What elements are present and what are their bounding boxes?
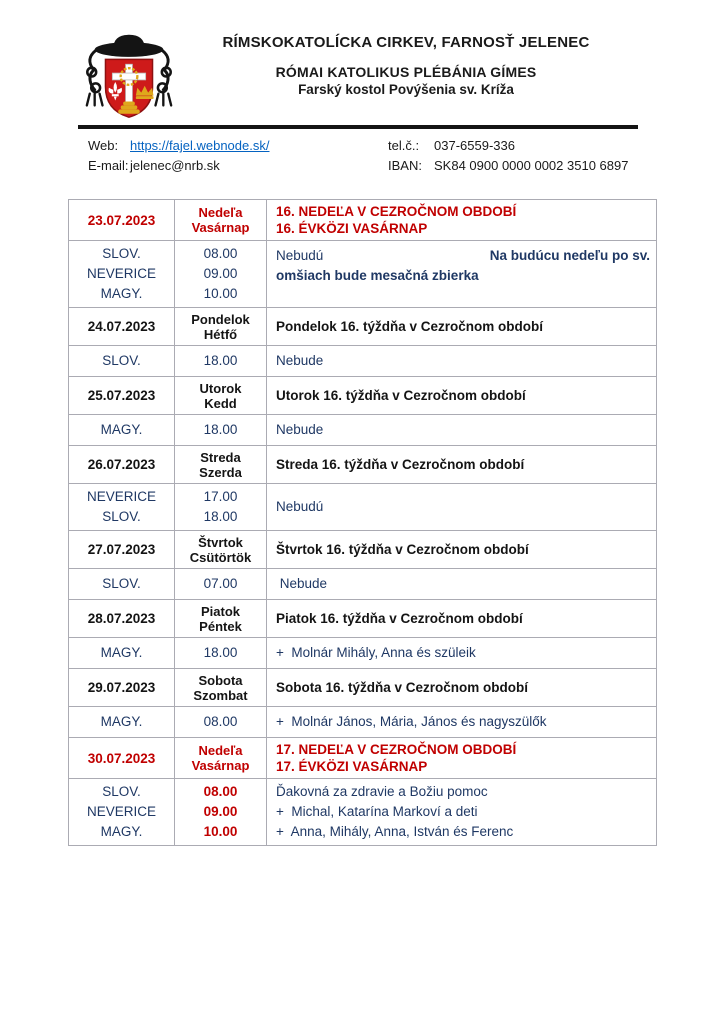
intention-cell [267, 484, 657, 531]
coat-of-arms-icon [78, 28, 180, 124]
mass-row [69, 415, 657, 446]
time-line: 07.00 [203, 576, 238, 591]
day-name-line: Nedeľa [198, 205, 243, 220]
location-line: MAGY. [100, 645, 143, 660]
day-header-row [69, 446, 657, 484]
intention-text: Nebudú [276, 248, 324, 263]
date-cell: 24.07.2023 [69, 308, 175, 346]
coat-of-arms-logo [78, 28, 180, 124]
intention-line [276, 246, 650, 266]
feast-title-cell [267, 531, 657, 569]
intention-line: Nebude [276, 422, 324, 437]
feast-title-cell [267, 308, 657, 346]
day-name-line: Szombat [193, 687, 248, 703]
time-cell [175, 707, 267, 738]
intention-line: + Michal, Katarína Markoví a deti [276, 804, 478, 819]
mass-row [69, 569, 657, 600]
day-name-cell [175, 738, 267, 779]
feast-title-line: 16. ÉVKÖZI VASÁRNAP [276, 221, 428, 236]
time-line: 18.00 [203, 422, 238, 437]
feast-title-cell [267, 738, 657, 779]
date-cell: 29.07.2023 [69, 669, 175, 707]
location-cell [69, 484, 175, 531]
feast-title-cell [267, 600, 657, 638]
day-name-cell [175, 600, 267, 638]
divider-line [78, 125, 638, 129]
letterhead [78, 26, 638, 126]
feast-title-line: 16. NEDEĽA V CEZROČNOM OBDOBÍ [276, 204, 517, 219]
mass-row [69, 638, 657, 669]
location-cell [69, 415, 175, 446]
intention-line: omšiach bude mesačná zbierka [276, 268, 479, 283]
intention-cell [267, 779, 657, 846]
contact-left-column [88, 136, 388, 176]
time-line: 08.00 [203, 714, 238, 729]
day-header-row [69, 531, 657, 569]
day-name-line: Hétfő [203, 326, 238, 342]
day-name-cell [175, 200, 267, 241]
date-cell: 30.07.2023 [69, 738, 175, 779]
intention-cell [267, 415, 657, 446]
website-link[interactable]: https://fajel.webnode.sk/ [130, 138, 270, 153]
day-header-row [69, 377, 657, 415]
intention-cell [267, 241, 657, 308]
feast-title-line: Pondelok 16. týždňa v Cezročnom období [276, 319, 544, 334]
feast-title-line: Piatok 16. týždňa v Cezročnom období [276, 611, 523, 626]
email-value: jelenec@nrb.sk [130, 158, 220, 173]
location-cell [69, 638, 175, 669]
intention-cell [267, 707, 657, 738]
schedule-table-body [69, 200, 657, 846]
location-line: NEVERICE [86, 489, 157, 504]
mass-row [69, 484, 657, 531]
mass-schedule-table [68, 199, 657, 846]
intention-line: Nebude [276, 576, 328, 591]
day-name-cell [175, 308, 267, 346]
day-name-cell [175, 669, 267, 707]
time-line: 17.00 [203, 489, 238, 504]
date-cell: 27.07.2023 [69, 531, 175, 569]
intention-cell [267, 569, 657, 600]
location-cell [69, 779, 175, 846]
feast-title-cell [267, 669, 657, 707]
time-cell [175, 484, 267, 531]
day-name-line: Nedeľa [198, 743, 243, 758]
time-line: 08.00 [203, 784, 238, 799]
contact-block [88, 136, 648, 176]
feast-title-cell [267, 377, 657, 415]
location-cell [69, 346, 175, 377]
time-line: 08.00 [203, 246, 238, 261]
time-cell [175, 346, 267, 377]
date-cell: 28.07.2023 [69, 600, 175, 638]
intention-line: + Anna, Mihály, Anna, István és Ferenc [276, 824, 514, 839]
intention-cell [267, 638, 657, 669]
day-name-line: Péntek [199, 618, 242, 634]
day-name-line: Pondelok [191, 311, 250, 327]
church-name: Farský kostol Povýšenia sv. Kríža [298, 82, 514, 97]
mass-row [69, 346, 657, 377]
feast-title-line: Streda 16. týždňa v Cezročnom období [276, 457, 525, 472]
day-name-cell [175, 377, 267, 415]
mass-row [69, 241, 657, 308]
location-line: SLOV. [102, 784, 141, 799]
location-cell [69, 569, 175, 600]
day-name-line: Kedd [204, 395, 237, 411]
day-name-line: Csütörtök [189, 549, 252, 565]
location-line: SLOV. [102, 509, 141, 524]
intention-line: Nebude [276, 353, 324, 368]
day-name-line: Utorok [199, 380, 242, 396]
date-cell: 26.07.2023 [69, 446, 175, 484]
location-line: MAGY. [100, 286, 143, 301]
web-label: Web: [88, 138, 119, 153]
day-name-line: Vasárnap [191, 220, 250, 235]
day-header-row [69, 600, 657, 638]
day-name-line: Sobota [198, 672, 243, 688]
time-line: 18.00 [203, 353, 238, 368]
date-cell: 23.07.2023 [69, 200, 175, 241]
day-header-row [69, 669, 657, 707]
day-name-line: Szerda [199, 464, 242, 480]
location-line: MAGY. [100, 824, 143, 839]
time-line: 18.00 [203, 645, 238, 660]
location-cell [69, 707, 175, 738]
iban-label: IBAN: [388, 158, 422, 173]
web-row [88, 136, 388, 156]
time-cell [175, 415, 267, 446]
time-cell [175, 779, 267, 846]
feast-title-line: 17. NEDEĽA V CEZROČNOM OBDOBÍ [276, 742, 517, 757]
day-name-line: Štvrtok [198, 534, 243, 550]
tel-label: tel.č.: [388, 138, 420, 153]
time-line: 09.00 [203, 804, 238, 819]
email-label: E-mail: [88, 158, 129, 173]
feast-title-line: Sobota 16. týždňa v Cezročnom období [276, 680, 529, 695]
parish-title-slovak: RÍMSKOKATOLÍCKA CIRKEV, FARNOSŤ JELENEC [222, 34, 590, 51]
day-header-row [69, 200, 657, 241]
mass-row [69, 707, 657, 738]
time-line: 10.00 [203, 824, 238, 839]
day-name-line: Vasárnap [191, 758, 250, 773]
intention-line: Nebudú [276, 499, 324, 514]
intention-cell [267, 346, 657, 377]
time-line: 09.00 [203, 266, 238, 281]
location-line: NEVERICE [86, 804, 157, 819]
iban-value: SK84 0900 0000 0002 3510 6897 [434, 158, 629, 173]
day-name-line: Streda [200, 449, 241, 465]
intention-line: Ďakovná za zdravie a Božiu pomoc [276, 784, 488, 799]
mass-row [69, 779, 657, 846]
feast-title-cell [267, 446, 657, 484]
time-line: 18.00 [203, 509, 238, 524]
date-cell: 25.07.2023 [69, 377, 175, 415]
announcement-text: Na budúcu nedeľu po sv. [489, 248, 650, 263]
parish-title-hungarian: RÓMAI KATOLIKUS PLÉBÁNIA GÍMES [275, 64, 537, 80]
day-name-cell [175, 446, 267, 484]
iban-row [388, 156, 628, 176]
tel-value: 037-6559-336 [434, 138, 515, 153]
feast-title-line: Utorok 16. týždňa v Cezročnom období [276, 388, 526, 403]
day-header-row [69, 738, 657, 779]
location-line: MAGY. [100, 422, 143, 437]
location-line: SLOV. [102, 246, 141, 261]
contact-right-column [388, 136, 628, 176]
day-header-row [69, 308, 657, 346]
intention-line: + Molnár Mihály, Anna és szüleik [276, 645, 476, 660]
time-cell [175, 569, 267, 600]
tel-row [388, 136, 628, 156]
location-line: SLOV. [102, 576, 141, 591]
feast-title-cell [267, 200, 657, 241]
intention-line: + Molnár János, Mária, János és nagyszülők [276, 714, 547, 729]
feast-title-line: 17. ÉVKÖZI VASÁRNAP [276, 759, 428, 774]
time-cell [175, 638, 267, 669]
feast-title-line: Štvrtok 16. týždňa v Cezročnom období [276, 542, 529, 557]
parish-titles [174, 34, 638, 97]
email-row [88, 156, 388, 176]
day-name-cell [175, 531, 267, 569]
location-cell [69, 241, 175, 308]
time-line: 10.00 [203, 286, 238, 301]
location-line: NEVERICE [86, 266, 157, 281]
time-cell [175, 241, 267, 308]
day-name-line: Piatok [200, 603, 240, 619]
location-line: MAGY. [100, 714, 143, 729]
location-line: SLOV. [102, 353, 141, 368]
